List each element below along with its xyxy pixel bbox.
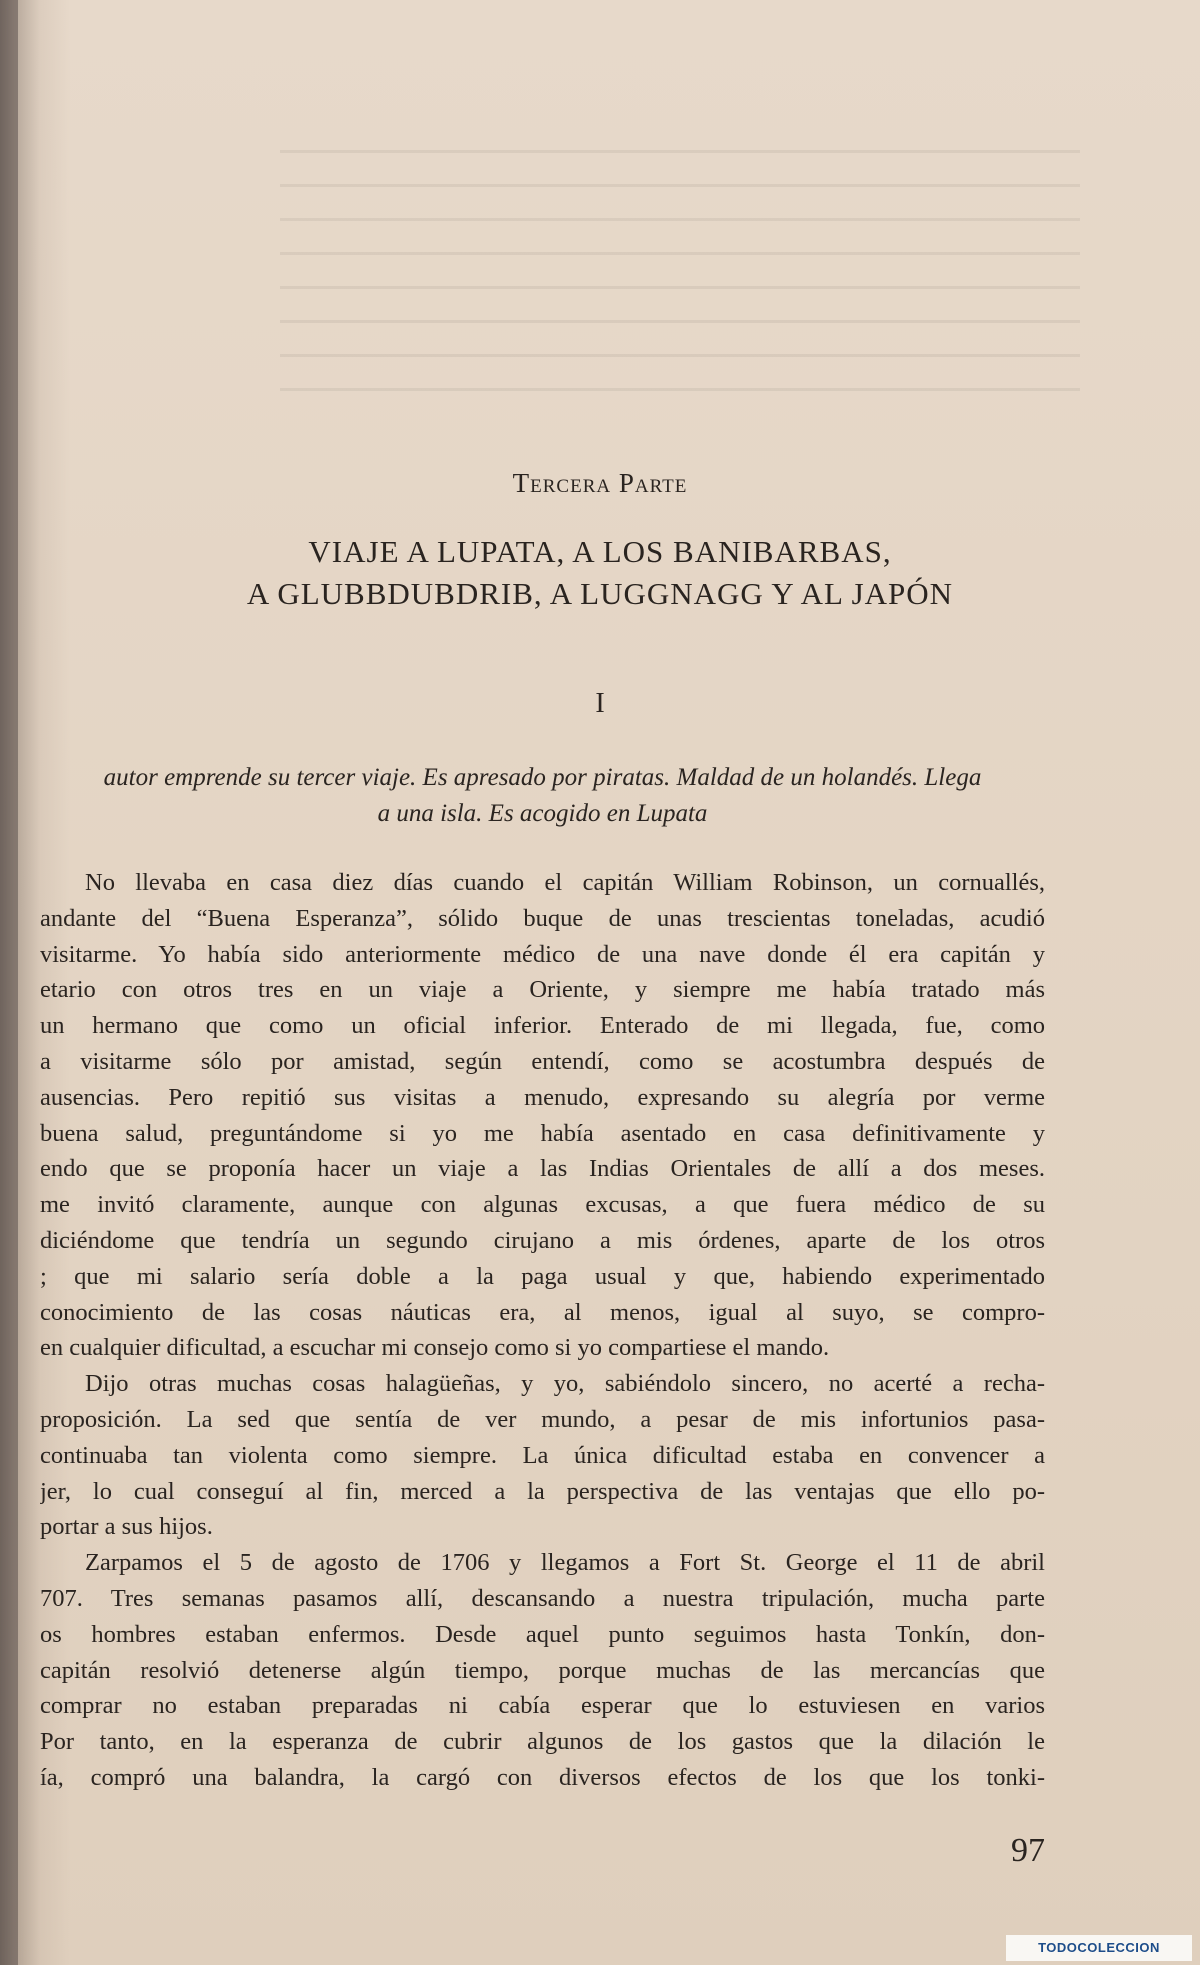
chapter-number: I	[595, 688, 605, 719]
text-line: en cualquier dificultad, a escuchar mi consejo como si yo compartiese el mando.	[40, 1334, 830, 1362]
bleed-through-text	[280, 150, 1080, 400]
text-line: conocimiento de las cosas náuticas era, al menos, igual al suyo, se compro-	[40, 1298, 1045, 1326]
text-line: andante del “Buena Esperanza”, sólido buque de unas trescientas toneladas, acudió	[40, 904, 1045, 932]
text-line: diciéndome que tendría un segundo cirujano a mis órdenes, aparte de los otros	[40, 1226, 1045, 1254]
text-line: Zarpamos el 5 de agosto de 1706 y llegamos a Fort St. George el 11 de abril	[85, 1549, 1045, 1577]
section-title-line-1: VIAJE A LUPATA, A LOS BANIBARBAS,	[308, 534, 892, 569]
text-line: Dijo otras muchas cosas halagüeñas, y yo, sabiéndolo sincero, no acerté a recha-	[85, 1370, 1045, 1398]
text-line: me invitó claramente, aunque con algunas excusas, a que fuera médico de su	[40, 1191, 1045, 1219]
page-gutter-shadow	[0, 0, 18, 1965]
text-line: No llevaba en casa diez días cuando el capitán William Robinson, un cornuallés,	[85, 869, 1045, 896]
chapter-summary-line-2: a una isla. Es acogido en Lupata	[377, 800, 708, 827]
text-line: un hermano que como un oficial inferior. Enterado de mi llegada, fue, como	[40, 1012, 1045, 1040]
text-line: endo que se proponía hacer un viaje a las Indias Orientales de allí a dos meses.	[40, 1155, 1045, 1183]
text-line: comprar no estaban preparadas ni cabía esperar que lo estuviesen en varios	[40, 1692, 1045, 1720]
body-text	[40, 865, 1045, 1796]
text-line: proposición. La sed que sentía de ver mundo, a pesar de mis infortunios pasa-	[40, 1405, 1045, 1433]
watermark-logo	[1006, 1935, 1192, 1961]
watermark-text: TODOCOLECCION	[1038, 1940, 1160, 1955]
text-line: buena salud, preguntándome si yo me había asentado en casa definitivamente y	[40, 1119, 1045, 1147]
text-line: ausencias. Pero repitió sus visitas a menudo, expresando su alegría por verme	[40, 1083, 1045, 1111]
text-line: portar a sus hijos.	[40, 1513, 213, 1541]
text-line: continuaba tan violenta como siempre. La única dificultad estaba en convencer a	[40, 1441, 1045, 1469]
chapter-summary-line-1: autor emprende su tercer viaje. Es apresado por piratas. Maldad de un holandés. Llega	[103, 764, 982, 791]
text-line: ; que mi salario sería doble a la paga usual y que, habiendo experimentado	[40, 1262, 1045, 1290]
text-line: etario con otros tres en un viaje a Oriente, y siempre me había tratado más	[40, 976, 1045, 1004]
text-line: 707. Tres semanas pasamos allí, descansando a nuestra tripulación, mucha parte	[40, 1584, 1045, 1612]
text-line: visitarme. Yo había sido anteriormente médico de una nave donde él era capitán y	[40, 940, 1045, 968]
text-line: capitán resolvió detenerse algún tiempo, porque muchas de las mercancías que	[40, 1656, 1045, 1684]
section-title-line-2: A GLUBBDUBDRIB, A LUGGNAGG Y AL JAPÓN	[246, 576, 954, 611]
text-line: ía, compró una balandra, la cargó con diversos efectos de los que los tonki-	[40, 1763, 1045, 1791]
text-line: Por tanto, en la esperanza de cubrir algunos de los gastos que la dilación le	[40, 1728, 1045, 1756]
text-line: jer, lo cual conseguí al fin, merced a la perspectiva de las ventajas que ello po-	[40, 1477, 1045, 1505]
text-line: a visitarme sólo por amistad, según entendí, como se acostumbra después de	[40, 1047, 1045, 1075]
part-label: Tercera Parte	[512, 468, 688, 498]
page-number: 97	[1011, 1832, 1045, 1869]
text-line: os hombres estaban enfermos. Desde aquel punto seguimos hasta Tonkín, don-	[40, 1620, 1045, 1648]
